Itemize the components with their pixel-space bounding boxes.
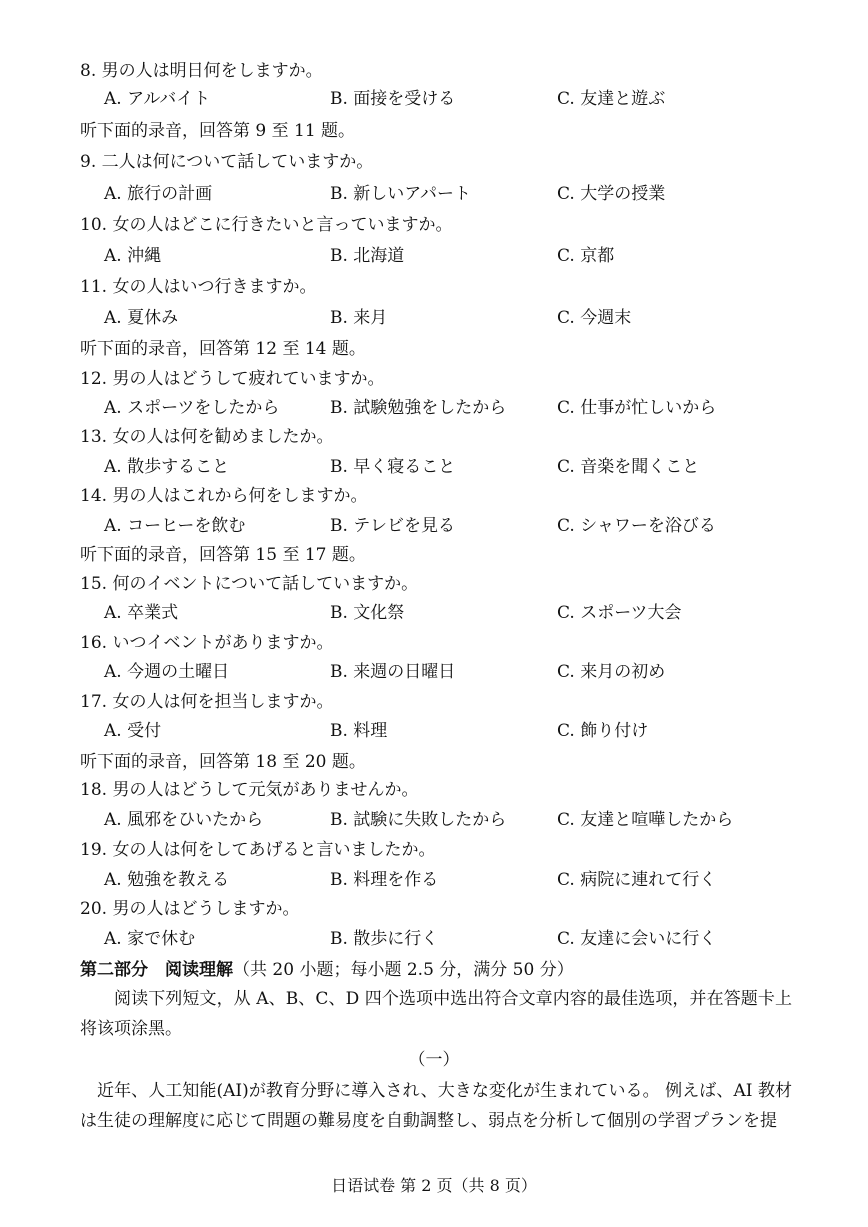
question-9: 9. 二人は何について話していますか。 <box>80 152 374 172</box>
option-b: B. 試験勉強をしたから <box>330 398 507 418</box>
option-a: A. 風邪をひいたから <box>104 810 264 830</box>
instruction-12-14: 听下面的录音，回答第 12 至 14 题。 <box>80 339 366 359</box>
part2-title: 第二部分 阅读理解 <box>80 960 233 980</box>
option-c: C. 京都 <box>557 246 615 266</box>
instruction-15-17: 听下面的录音，回答第 15 至 17 题。 <box>80 545 366 565</box>
option-c: C. 仕事が忙しいから <box>557 398 717 418</box>
question-14: 14. 男の人はこれから何をしますか。 <box>80 486 368 506</box>
question-16: 16. いつイベントがありますか。 <box>80 633 334 653</box>
option-b: B. 料理を作る <box>330 870 439 890</box>
part2-scoring: （共 20 小题；每小题 2.5 分，满分 50 分） <box>233 960 574 980</box>
option-a: A. 受付 <box>104 721 162 741</box>
option-b: B. テレビを見る <box>330 516 455 536</box>
question-12: 12. 男の人はどうして疲れていますか。 <box>80 369 385 389</box>
option-a: A. 卒業式 <box>104 603 179 623</box>
option-a: A. 沖縄 <box>104 246 162 266</box>
option-c: C. 友達に会いに行く <box>557 929 717 949</box>
option-c: C. 大学の授業 <box>557 184 666 204</box>
option-b: B. 早く寝ること <box>330 457 456 477</box>
passage-text: 近年、人工知能(AI)が教育分野に導入され、大きな変化が生まれている。 例えば、AI 教材は生徒の理解度に応じて問題の難易度を自動調整し、弱点を分析して個別の学習プランを提 <box>80 1081 792 1131</box>
question-8: 8. 男の人は明日何をしますか。 <box>80 61 323 81</box>
question-17: 17. 女の人は何を担当しますか。 <box>80 692 334 712</box>
option-c: C. 音楽を聞くこと <box>557 457 700 477</box>
option-b: B. 散歩に行く <box>330 929 439 949</box>
instruction-18-20: 听下面的录音，回答第 18 至 20 题。 <box>80 752 366 772</box>
option-b: B. 新しいアパート <box>330 184 471 204</box>
passage-number: （一） <box>408 1050 460 1070</box>
part2-directions: 阅读下列短文，从 A、B、C、D 四个选项中选出符合文章内容的最佳选项，并在答题卡上将该项涂黑。 <box>80 989 792 1039</box>
option-a: A. 今週の土曜日 <box>104 662 230 682</box>
option-c: C. スポーツ大会 <box>557 603 682 623</box>
option-a: A. 旅行の計画 <box>104 184 213 204</box>
option-b: B. 試験に失敗したから <box>330 810 507 830</box>
option-c: C. シャワーを浴びる <box>557 516 716 536</box>
question-19: 19. 女の人は何をしてあげると言いましたか。 <box>80 840 436 860</box>
option-a: A. 勉強を教える <box>104 870 230 890</box>
option-b: B. 来週の日曜日 <box>330 662 456 682</box>
question-10: 10. 女の人はどこに行きたいと言っていますか。 <box>80 215 453 235</box>
option-a: A. スポーツをしたから <box>104 398 280 418</box>
instruction-9-11: 听下面的录音，回答第 9 至 11 题。 <box>80 121 356 141</box>
page-footer: 日语试卷 第 2 页（共 8 页） <box>331 1176 537 1195</box>
option-a: A. アルバイト <box>104 89 211 109</box>
option-a: A. 散歩すること <box>104 457 230 477</box>
option-c: C. 友達と遊ぶ <box>557 89 666 109</box>
part2-heading <box>80 959 574 981</box>
option-a: A. コーヒーを飲む <box>104 516 246 536</box>
option-a: A. 家で休む <box>104 929 196 949</box>
question-13: 13. 女の人は何を勧めましたか。 <box>80 427 334 447</box>
option-b: B. 料理 <box>330 721 388 741</box>
option-c: C. 来月の初め <box>557 662 666 682</box>
option-b: B. 来月 <box>330 308 388 328</box>
question-11: 11. 女の人はいつ行きますか。 <box>80 277 317 297</box>
option-b: B. 文化祭 <box>330 603 405 623</box>
option-b: B. 面接を受ける <box>330 89 456 109</box>
option-c: C. 今週末 <box>557 308 632 328</box>
option-c: C. 友達と喧嘩したから <box>557 810 734 830</box>
option-a: A. 夏休み <box>104 308 179 328</box>
question-20: 20. 男の人はどうしますか。 <box>80 899 300 919</box>
question-15: 15. 何のイベントについて話していますか。 <box>80 574 419 594</box>
option-b: B. 北海道 <box>330 246 405 266</box>
question-18: 18. 男の人はどうして元気がありませんか。 <box>80 780 419 800</box>
option-c: C. 飾り付け <box>557 721 649 741</box>
option-c: C. 病院に連れて行く <box>557 870 717 890</box>
